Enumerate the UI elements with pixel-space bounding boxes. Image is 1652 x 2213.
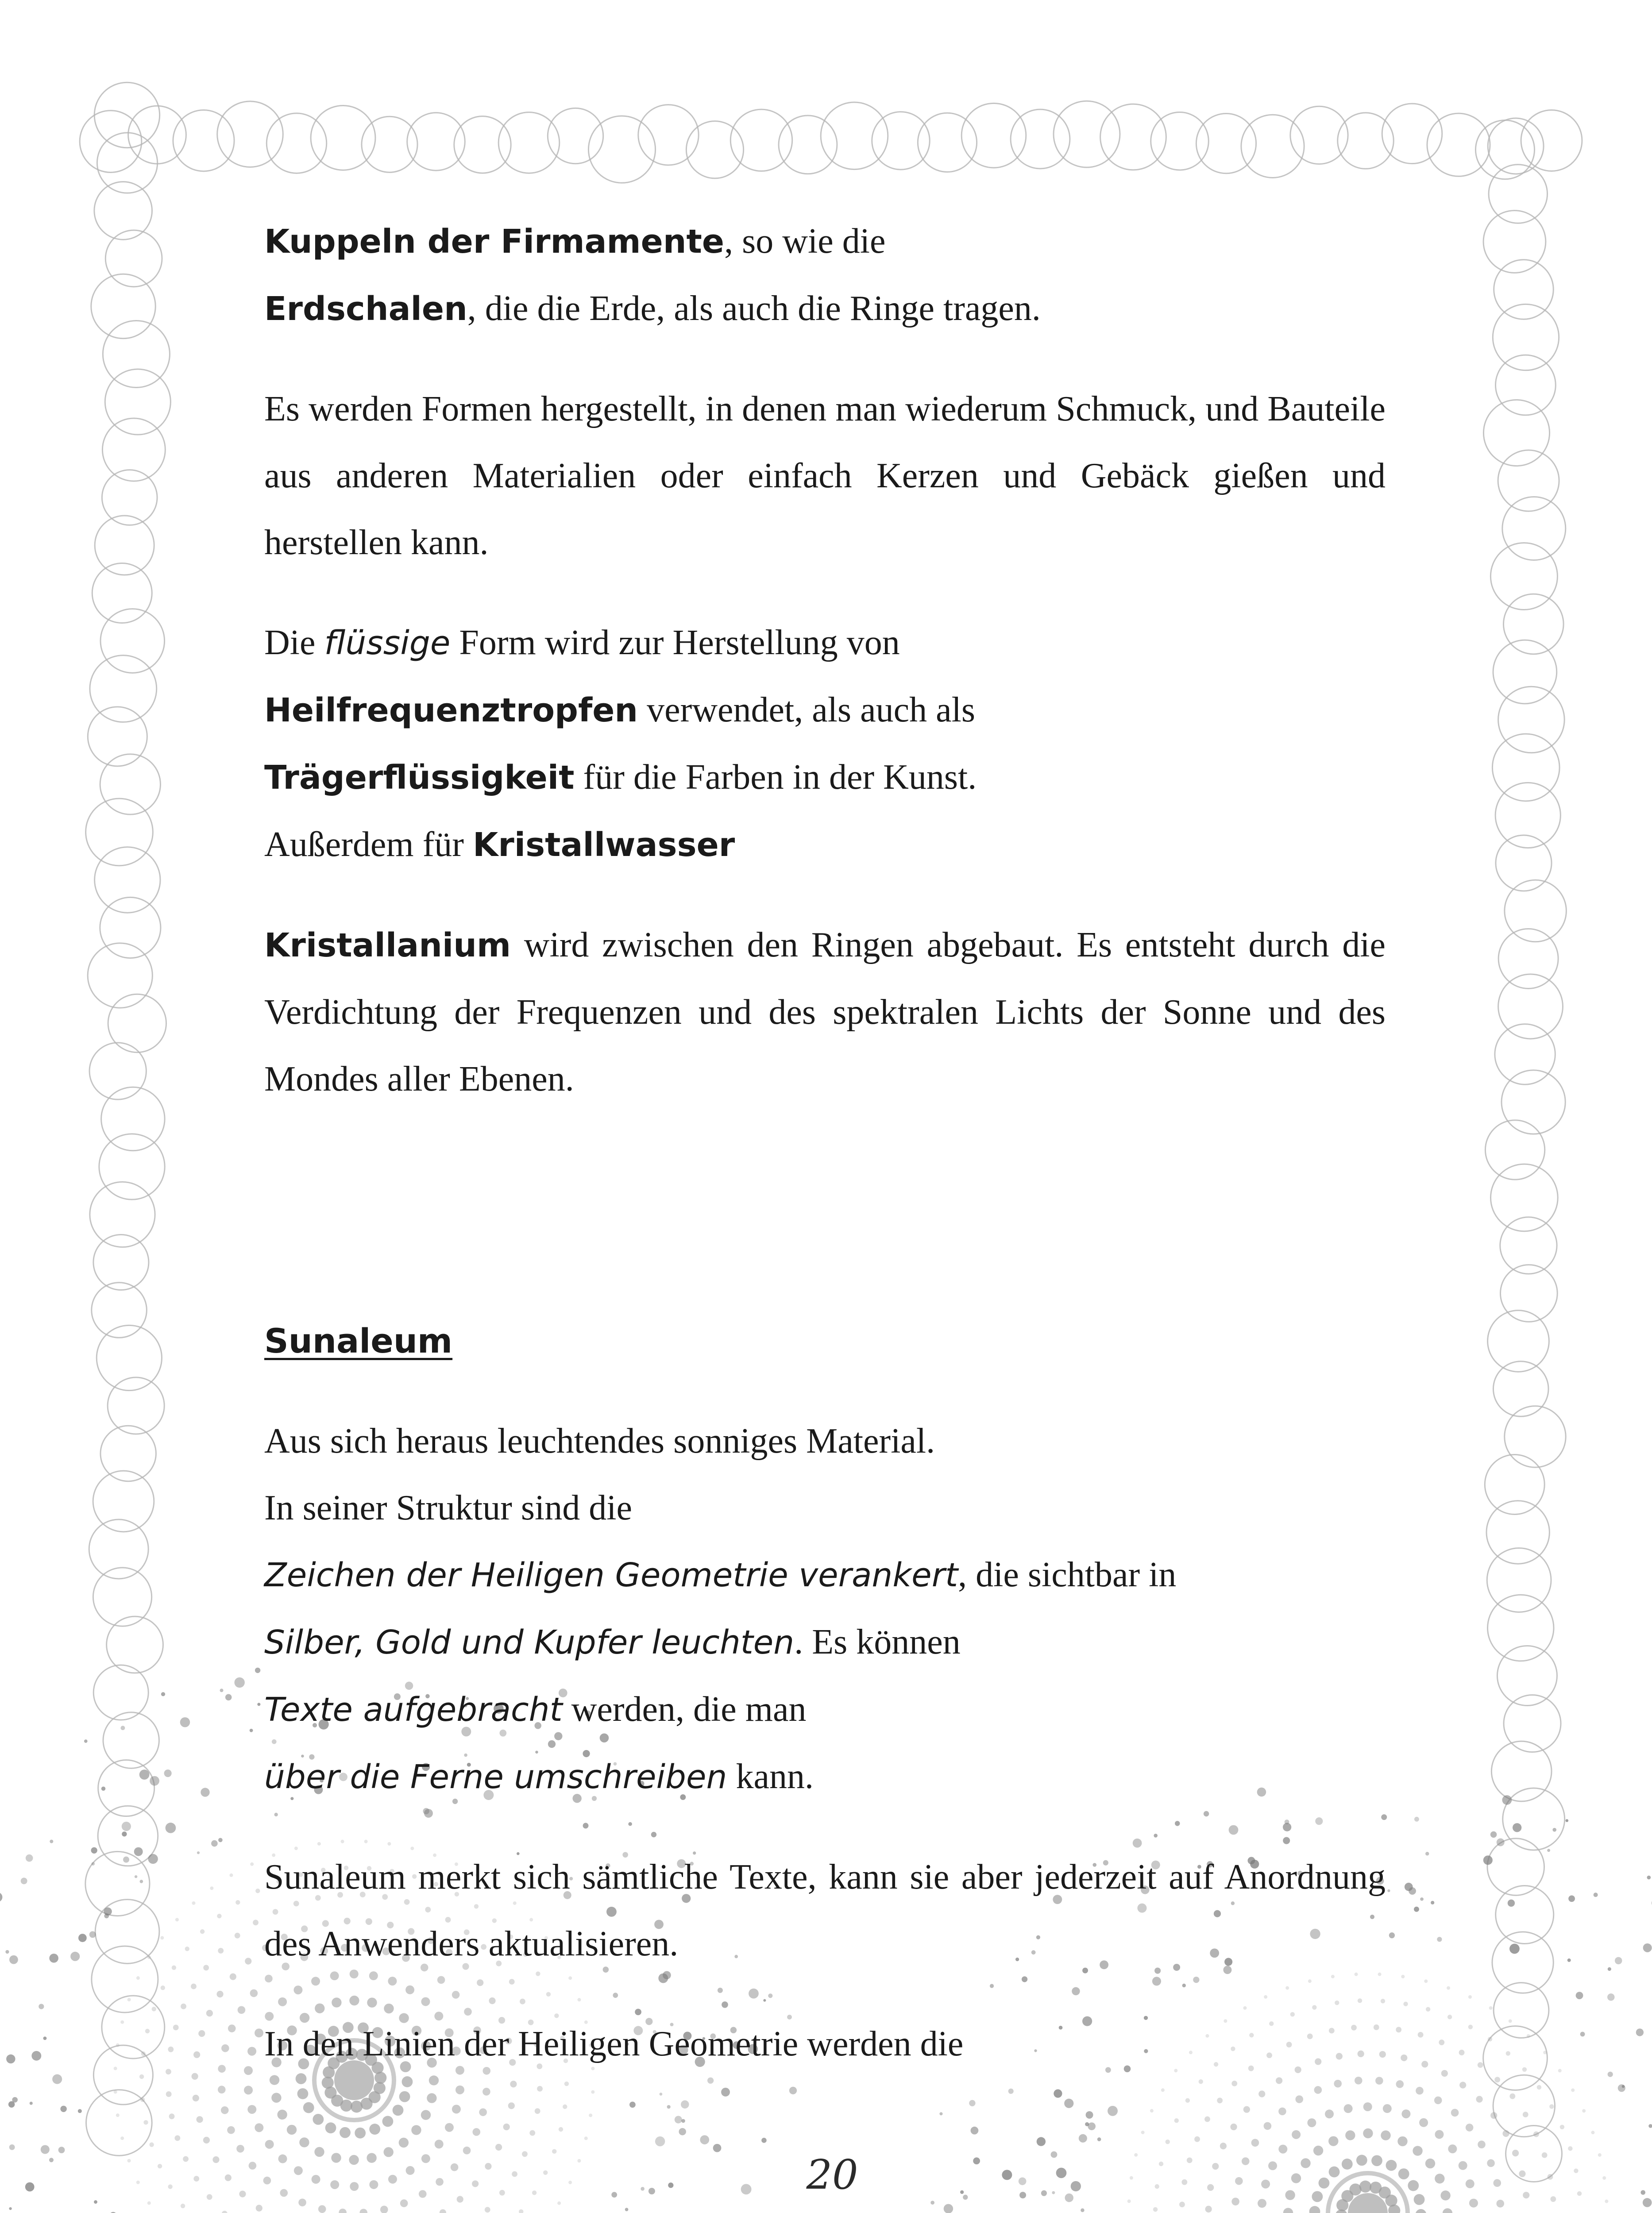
- term-texte: Texte aufgebracht: [264, 1691, 563, 1729]
- term-erdschalen: Erdschalen: [264, 290, 467, 328]
- term-kuppeln: Kuppeln der Firmamente: [264, 223, 725, 261]
- paragraph-sunaleum-material: Aus sich heraus leuchtendes sonniges Material. In seiner Struktur sind die Zeichen der Heiligen Geometrie verankert, die sichtbar in Silber, Gold und Kupfer leuchten. Es können Texte aufgebracht werden, die man über die Ferne umschreiben kann.: [264, 1422, 1177, 1796]
- term-ferne: über die Ferne umschreiben: [264, 1758, 727, 1796]
- page-content: [264, 208, 1386, 2078]
- term-zeichen: Zeichen der Heiligen Geometrie verankert: [264, 1556, 958, 1594]
- section-heading-sunaleum: Sunaleum: [264, 1321, 453, 1361]
- paragraph-kuppeln: Kuppeln der Firmamente, so wie die Erdschalen, die die Erde, als auch die Ringe tragen.: [264, 222, 1041, 328]
- term-silber-gold-kupfer: Silber, Gold und Kupfer leuchten: [264, 1623, 795, 1662]
- paragraph-formen: Es werden Formen hergestellt, in denen man wiederum Schmuck, und Bauteile aus anderen Materialien oder einfach Kerzen und Gebäck gießen und herstellen kann.: [264, 389, 1386, 562]
- term-kristallwasser: Kristallwasser: [472, 826, 735, 864]
- term-traegerfluessigkeit: Trägerflüssigkeit: [264, 759, 575, 797]
- paragraph-linien: In den Linien der Heiligen Geometrie werden die: [264, 2024, 964, 2063]
- term-fluessige: flüssige: [324, 624, 451, 662]
- paragraph-kristallanium: Kristallanium wird zwischen den Ringen abgebaut. Es entsteht durch die Verdichtung der Frequenzen und des spektralen Lichts der Sonne und des Mondes aller Ebenen.: [264, 925, 1386, 1099]
- term-kristallanium: Kristallanium: [264, 926, 511, 964]
- page-number: 20: [806, 2151, 858, 2198]
- term-heilfrequenztropfen: Heilfrequenztropfen: [264, 691, 638, 729]
- paragraph-fluessig: Die flüssige Form wird zur Herstellung von Heilfrequenztropfen verwendet, als auch als Trägerflüssigkeit für die Farben in der Kunst. Außerdem für Kristallwasser: [264, 623, 977, 864]
- paragraph-sunaleum-texte: Sunaleum merkt sich sämtliche Texte, kann sie aber jederzeit auf Anordnung des Anwenders aktualisieren.: [264, 1858, 1386, 1963]
